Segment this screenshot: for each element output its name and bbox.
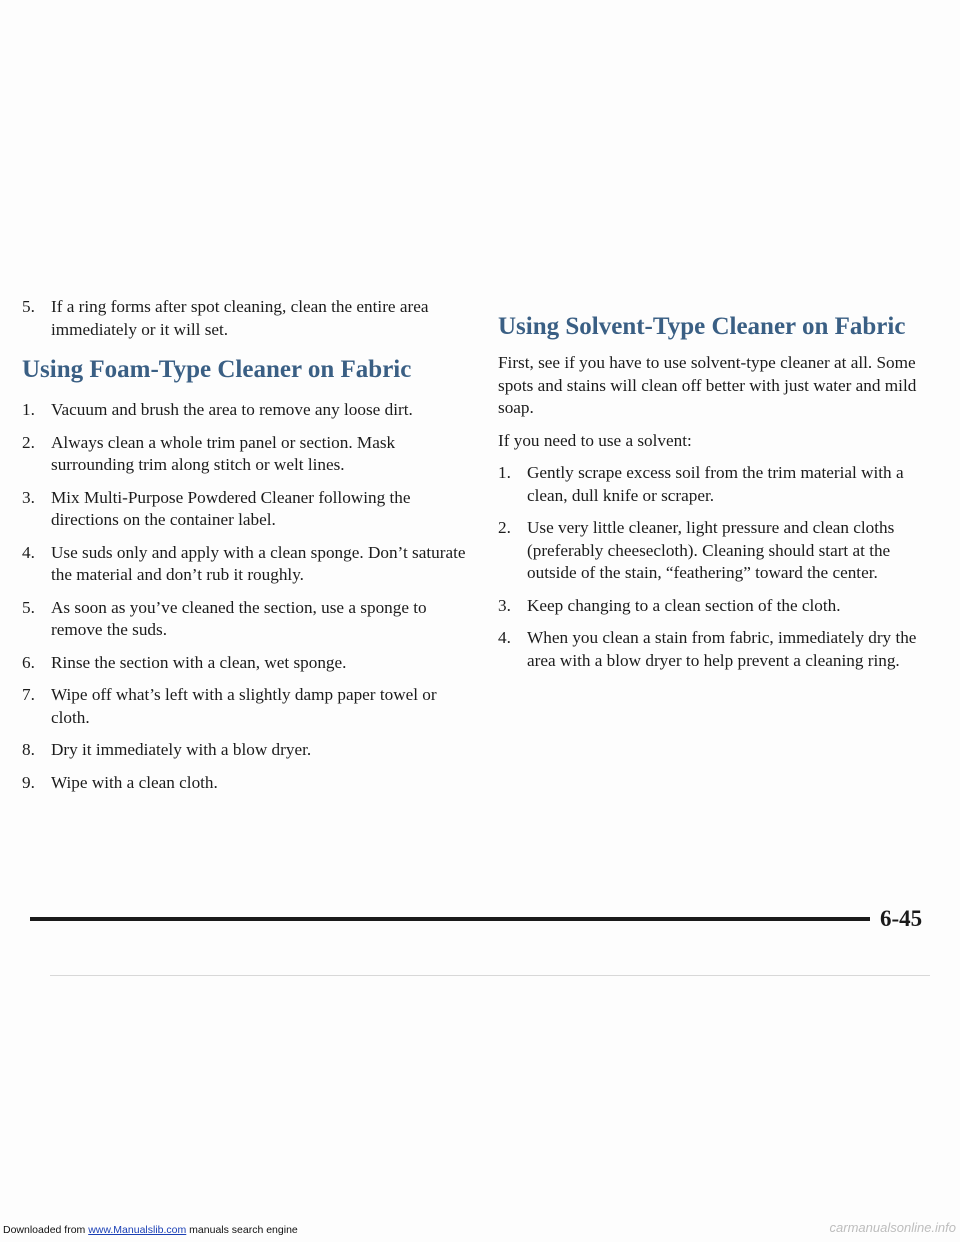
solvent-cleaner-heading: Using Solvent-Type Cleaner on Fabric	[498, 313, 906, 340]
list-item	[498, 517, 944, 585]
list-item	[22, 684, 474, 729]
download-footer	[3, 1224, 298, 1236]
manualslib-link[interactable]: www.Manualslib.com	[88, 1224, 187, 1236]
step-text: Use very little cleaner, light pressure and clean cloths (preferably cheesecloth). Cleaning should start at the outside of the stain, “feathering” toward the center.	[527, 518, 895, 582]
solvent-cleaner-steps	[498, 462, 944, 672]
list-item	[22, 739, 474, 762]
step-text: Gently scrape excess soil from the trim material with a clean, dull knife or scraper.	[527, 463, 904, 505]
step-number: 9.	[22, 772, 35, 792]
list-item	[22, 432, 474, 477]
footer-prefix: Downloaded from	[3, 1224, 89, 1236]
step-number: 7.	[22, 685, 35, 704]
page-number: 6-45	[880, 906, 923, 931]
step-number: 5.	[22, 297, 35, 316]
list-item	[22, 542, 474, 587]
step-number: 2.	[498, 518, 511, 537]
list-item	[498, 627, 944, 672]
footer-suffix: manuals search engine	[186, 1224, 298, 1236]
left-column	[22, 296, 474, 804]
step-text: Dry it immediately with a blow dryer.	[51, 740, 312, 759]
step-number: 2.	[22, 432, 35, 452]
step-number: 6.	[22, 652, 35, 672]
step-number: 3.	[22, 487, 35, 507]
page-rule-divider	[30, 917, 870, 921]
foam-cleaner-steps	[22, 399, 474, 794]
lead-in-paragraph: If you need to use a solvent:	[498, 430, 692, 450]
list-item	[498, 595, 944, 618]
continued-steps	[22, 296, 474, 341]
step-text: Wipe with a clean cloth.	[51, 772, 218, 792]
step-text: Use suds only and apply with a clean sponge. Don’t saturate the material and don’t rub it roughly.	[51, 542, 466, 584]
list-item	[22, 296, 474, 341]
list-item	[22, 652, 474, 675]
step-number: 1.	[498, 463, 511, 482]
list-item	[22, 399, 474, 422]
scan-artifact-line	[50, 975, 930, 976]
step-text: Rinse the section with a clean, wet sponge.	[51, 652, 347, 672]
step-number: 3.	[498, 595, 511, 615]
step-text: Always clean a whole trim panel or section. Mask surrounding trim along stitch or welt lines.	[51, 432, 396, 474]
step-text: Vacuum and brush the area to remove any loose dirt.	[51, 400, 413, 419]
step-text: Mix Multi-Purpose Powdered Cleaner following the directions on the container label.	[51, 487, 411, 529]
step-text: When you clean a stain from fabric, immediately dry the area with a blow dryer to help prevent a cleaning ring.	[527, 628, 917, 670]
step-text: Wipe off what’s left with a slightly damp paper towel or cloth.	[51, 685, 437, 727]
list-item	[22, 772, 474, 795]
list-item	[22, 487, 474, 532]
intro-paragraph: First, see if you have to use solvent-type cleaner at all. Some spots and stains will clean off better with just water and mild soap.	[498, 353, 917, 417]
step-text: If a ring forms after spot cleaning, clean the entire area immediately or it will set.	[51, 297, 429, 339]
step-number: 4.	[498, 628, 511, 647]
step-number: 8.	[22, 740, 35, 759]
step-number: 1.	[22, 400, 35, 419]
step-text: As soon as you’ve cleaned the section, use a sponge to remove the suds.	[51, 597, 427, 639]
foam-cleaner-heading: Using Foam-Type Cleaner on Fabric	[22, 356, 412, 383]
watermark-text: carmanualsonline.info	[829, 1220, 956, 1235]
step-number: 5.	[22, 597, 35, 617]
step-number: 4.	[22, 542, 35, 562]
step-text: Keep changing to a clean section of the cloth.	[527, 595, 841, 615]
right-column	[498, 312, 944, 682]
list-item	[498, 462, 944, 507]
list-item	[22, 597, 474, 642]
